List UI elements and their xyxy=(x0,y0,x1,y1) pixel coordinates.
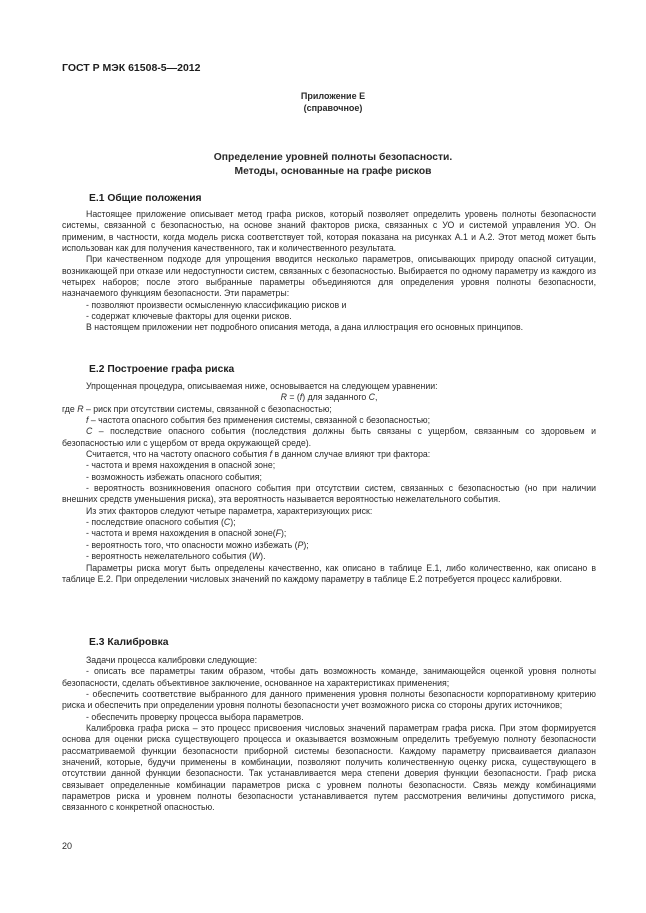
italic-symbol: P xyxy=(297,539,304,550)
paragraph xyxy=(62,392,596,403)
section-heading-e2: Е.2 Построение графа риска xyxy=(89,364,235,375)
paragraph xyxy=(62,415,596,426)
text-run: ) для заданного xyxy=(302,392,369,403)
paragraph xyxy=(62,689,596,712)
section-body-e2 xyxy=(62,381,596,585)
italic-symbol: C xyxy=(368,392,375,403)
text-run: = ( xyxy=(286,392,300,403)
paragraph xyxy=(62,551,596,562)
text-run: – частота опасного события без применения системы, связанной с безопасностью; xyxy=(88,415,431,426)
text-run: – риск при отсутствии системы, связанной с безопасностью; xyxy=(83,403,332,414)
paragraph xyxy=(62,483,596,506)
text-run: - частота и время нахождения в опасной зоне; xyxy=(86,460,276,471)
text-run: - описать все параметры таким образом, чтобы дать возможность команде, занимающейся оценкой уровня полноты безопасности, сделать объективное заключение, основанное на характеристиках применения; xyxy=(62,666,596,688)
paragraph xyxy=(62,381,596,392)
text-run: - обеспечить соответствие выбранного для данного применения уровня полноты безопасности корпоративному критерию риска и обеспечить при определении уровня полноты безопасности учет возможного риска со стороны других источников; xyxy=(62,689,596,711)
text-run: Калибровка графа риска – это процесс присвоения числовых значений параметрам графа риска. При этом формируется основа для оценки риска существующего процесса и оказывается возможным определить требуемую полноту безопасности рассматриваемой функции безопасности приборной системы безопасности. Каждому параметру присваивается диапазон значений, которые, будучи применены в комбинации, позволяют получить количественную оценку риска, существующего в отсутствии данной функции безопасности. Так устанавливается мера степени доверия функции безопасности. Граф риска связывает определенные комбинации параметров риска с уровнем полноты безопасности. Связь между комбинациями параметров риска и уровнем полноты безопасности устанавливается путем рассмотрения величины допустимого риска, связанного с конкретной опасностью. xyxy=(62,723,596,813)
italic-symbol: F xyxy=(275,528,281,539)
text-run: – последствие опасного события (последствия должны быть связаны с ущербом, связанным со здоровьем и безопасностью или с ущербом от вреда окружающей среде). xyxy=(62,426,596,448)
italic-symbol: f xyxy=(86,415,89,426)
paragraph xyxy=(62,712,596,723)
paragraph xyxy=(62,517,596,528)
text-run: Считается, что на частоту опасного события xyxy=(86,449,270,460)
title-line-1: Определение уровней полноты безопасности. xyxy=(213,152,453,163)
italic-symbol: C xyxy=(223,517,231,528)
paragraph xyxy=(62,540,596,551)
text-run: Упрощенная процедура, описываемая ниже, основывается на следующем уравнении: xyxy=(86,381,438,391)
paragraph xyxy=(62,404,596,415)
section-heading-e1: Е.1 Общие положения xyxy=(89,193,202,204)
italic-symbol: R xyxy=(280,392,287,403)
paragraph xyxy=(62,723,596,814)
italic-symbol: f xyxy=(269,449,273,460)
paragraph xyxy=(62,426,596,449)
appendix-label xyxy=(0,91,646,114)
text-run: - обеспечить проверку процесса выбора параметров. xyxy=(86,711,304,722)
paragraph xyxy=(62,472,596,483)
paragraph xyxy=(62,322,596,333)
paragraph xyxy=(62,655,596,666)
appendix-note: (справочное) xyxy=(303,102,363,113)
text-run: - частота и время нахождения в опасной зоне( xyxy=(86,528,276,539)
section-body-e1 xyxy=(62,209,596,334)
text-run: в данном случае влияют три фактора: xyxy=(272,449,431,460)
paragraph xyxy=(62,506,596,517)
text-run: - содержат ключевые факторы для оценки рисков. xyxy=(86,311,292,322)
text-run: - возможность избежать опасного события; xyxy=(86,471,262,482)
text-run: Настоящее приложение описывает метод графа рисков, который позволяет определить уровень полноты безопасности системы, связанной с безопасностью, на основе знаний факторов риска, связанных с УО и системой управления УО. Он применим, в частности, когда модель риска соответствует той, которая показана на рисунках А.1 и А.2. Этот метод может быть использован как для получения качественного, так и количественного результата. xyxy=(62,209,596,254)
text-run: ); xyxy=(280,528,287,539)
paragraph xyxy=(62,449,596,460)
text-run: - позволяют произвести осмысленную классификацию рисков и xyxy=(86,299,347,310)
paragraph xyxy=(62,666,596,689)
section-body-e3 xyxy=(62,655,596,814)
text-run: Задачи процесса калибровки следующие: xyxy=(86,655,258,665)
text-run: - вероятность нежелательного события ( xyxy=(86,551,252,562)
document-header: ГОСТ Р МЭК 61508-5—2012 xyxy=(62,62,201,74)
text-run: - вероятность того, что опасности можно избежать ( xyxy=(86,539,298,550)
text-run: где xyxy=(62,403,78,414)
italic-symbol: R xyxy=(77,403,84,414)
text-run: Параметры риска могут быть определены качественно, как описано в таблице Е.1, либо количественно, как описано в таблице Е.2. При определении числовых значений по каждому параметру в таблице Е.2 потребуется процесс калибровки. xyxy=(62,562,596,584)
paragraph xyxy=(62,311,596,322)
section-heading-e3: Е.3 Калибровка xyxy=(89,637,169,648)
text-run: Из этих факторов следуют четыре параметра, характеризующих риск: xyxy=(86,505,373,516)
italic-symbol: C xyxy=(86,426,93,437)
page-number: 20 xyxy=(62,841,73,851)
text-run: - вероятность возникновения опасного события при отсутствии систем, связанных с безопасностью (но при наличии внешних средств уменьшения риска), эта вероятность называется вероятностью нежелательного события. xyxy=(62,483,596,505)
italic-symbol: W xyxy=(251,551,261,562)
italic-symbol: f xyxy=(299,392,303,403)
appendix-title: Приложение Е xyxy=(300,91,366,101)
text-run: В настоящем приложении нет подробного описания метода, а дана иллюстрация его основных принципов. xyxy=(86,322,524,333)
paragraph xyxy=(62,563,596,586)
title-line-2: Методы, основанные на графе рисков xyxy=(234,166,432,177)
text-run: , xyxy=(374,392,378,403)
paragraph xyxy=(62,300,596,311)
paragraph xyxy=(62,209,596,254)
text-run: ); xyxy=(230,517,236,528)
paragraph xyxy=(62,460,596,471)
text-run: - последствие опасного события ( xyxy=(86,517,224,528)
text-run: ). xyxy=(260,551,266,562)
paragraph xyxy=(62,528,596,539)
text-run: При качественном подходе для упрощения вводится несколько параметров, описывающих природу опасной ситуации, возникающей при отказе или недоступности систем, связанных с безопасностью. Выбирается по одному параметру из каждого из четырех наборов; после этого выбранные параметры объединяются для определения уровня полноты безопасности, назначаемого функциям безопасности. Эти параметры: xyxy=(62,254,596,299)
page-title xyxy=(0,151,646,179)
text-run: ); xyxy=(303,539,309,550)
paragraph xyxy=(62,254,596,299)
